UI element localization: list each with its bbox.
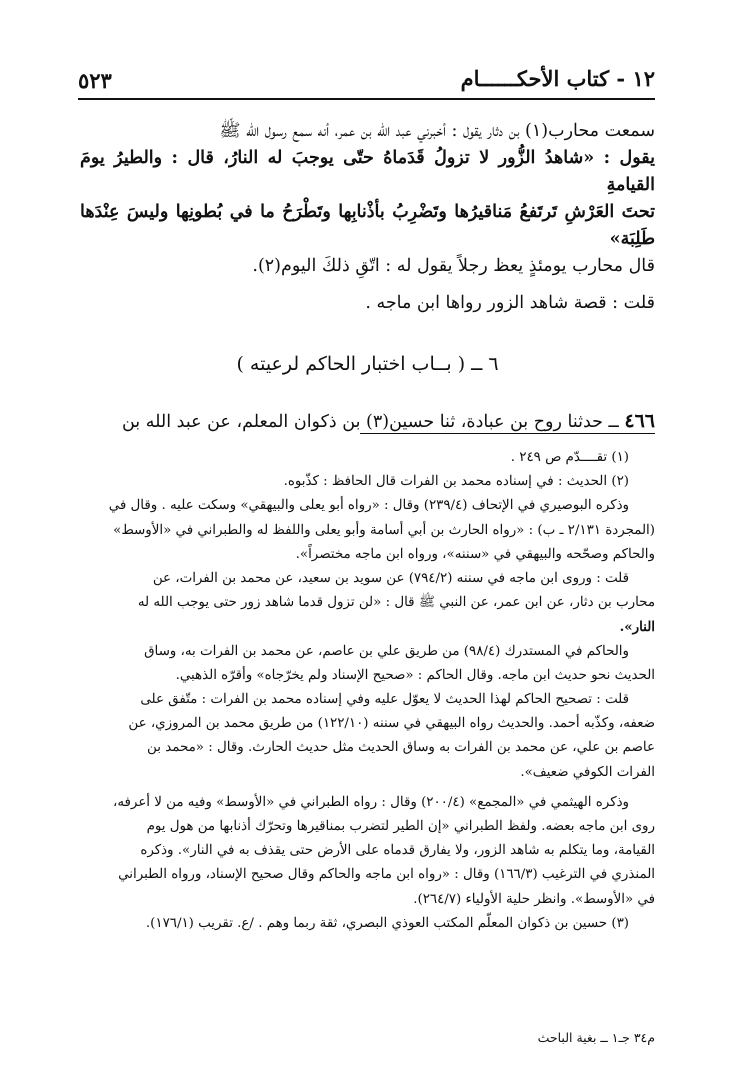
page-number: ٥٢٣: [78, 68, 112, 93]
footnote-line: (١) تقــــدّم ص ٢٤٩ .: [510, 450, 629, 465]
footnote-line: محارب بن دثار، عن ابن عمر، عن النبي ﷺ قال : «لن تزول قدما شاهد زور حتى يوجب الله له: [137, 595, 655, 611]
footnote-line: ضعفه، وكذّبه أحمد. والحديث رواه البيهقي في سننه (١٢٢/١٠) من طريق محمد بن المروزي، عن: [128, 716, 655, 732]
footnote-separator: [360, 433, 655, 434]
hadith-text: ــ حدثنا روح بن عبادة، ثنا حسين(٣) بن ذكوان المعلم، عن عبد الله بن: [121, 412, 619, 432]
footnote-line: (٢) الحديث : في إسناده محمد بن الفرات قال الحافظ : كذّبوه.: [283, 474, 629, 490]
main-line: قال محارب يومئذٍ يعظ رجلاً يقول له : اتّقِ ذلكَ اليوم(٢).: [252, 256, 655, 276]
footnote-line: قلت : تصحيح الحاكم لهذا الحديث لا يعوّل عليه وفي إسناده محمد بن الفرات : متّفق على: [140, 692, 629, 708]
hadith-line: [80, 408, 655, 436]
running-header: [78, 66, 655, 96]
footnote-line: والحاكم وصحّحه والبيهقي في «سننه»، ورواه ابن ماجه مختصراً».: [295, 546, 655, 562]
footnote-line: النار».: [619, 619, 655, 636]
footnote-line: القيامة، وما يتكلم به شاهد الزور، ولا يفارق قدماه على الأرض حتى يقذف به في النار». وذكره: [140, 843, 655, 859]
main-text: [80, 118, 655, 436]
header-rule: [78, 98, 655, 100]
main-line: يقول : «شاهدُ الزُّور لا تزولُ قَدَماهُ حتّى يوجبَ له النارُ، قال : والطيرُ يومَ القيامةِ: [80, 148, 655, 195]
footnote-line: الحديث نحو حديث ابن ماجه. وقال الحاكم : «صحيح الإسناد ولم يخرّجاه» وأقرّه الذهبي.: [175, 667, 655, 683]
footnote-line: والحاكم في المستدرك (٩٨/٤) من طريق علي بن عاصم، عن محمد بن الفرات به، وساق: [144, 643, 629, 659]
footnotes: [80, 446, 655, 936]
hadith-number: ٤٦٦: [624, 410, 655, 432]
footnote-line: الفرات الكوفي ضعيف».: [520, 764, 655, 780]
footnote-line: وذكره البوصيري في الإتحاف (٢٣٩/٤) وقال : «رواه أبو يعلى والبيهقي» وسكت عليه . وقال في: [108, 498, 629, 514]
footnote-line: في «الأوسط». وانظر حلية الأولياء (٢٦٤/٧).: [413, 891, 655, 907]
footnote-line: عاصم بن علي، عن محمد بن الفرات به وساق الحديث مثل حديث الحارث. وقال : «محمد بن: [147, 740, 655, 756]
chapter-title: ١٢ - كتاب الأحكــــــام: [460, 66, 655, 91]
footnote-line: المنذري في الترغيب (١٦٦/٣) وقال : «رواه ابن ماجه والحاكم وقال صحيح الإسناد، ورواه الطبراني: [118, 867, 655, 883]
footnote-line: (٣) حسين بن ذكوان المعلّم المكتب العوذي البصري، ثقة ربما وهم . /ع. تقريب (١٧٦/١).: [145, 915, 629, 931]
footnote-line: روى ابن ماجه بعضه. ولفظ الطبراني «إن الطير لتضرب بمناقيرها وتحرّك أذنابها من هول يوم: [146, 819, 655, 835]
main-line: قلت : قصة شاهد الزور رواها ابن ماجه .: [365, 293, 655, 313]
footnote-line: قلت : وروى ابن ماجه في سننه (٧٩٤/٢) عن سويد بن سعيد، عن محمد بن الفرات، عن: [152, 571, 629, 587]
main-line: تحتَ العَرْشِ تَرتَفعُ مَناقيرُها وتَضْرِبُ بأذْنابِها وتَطْرَحُ ما في بُطونِها وليسَ عِنْدَها طَلِبَة»: [80, 202, 655, 249]
main-line: سمعت محارب(١) بن دثار يقول : أخبرني عبد الله بن عمر، أنه سمع رسول الله ﷺ: [219, 121, 655, 141]
signature-footer: م٣٤ جـ١ ــ بغية الباحث: [537, 1030, 655, 1045]
spacer: [80, 280, 655, 290]
chapter-heading: ٦ ــ ( بــاب اختبار الحاكم لرعيته ): [236, 353, 499, 375]
footnote-line: وذكره الهيثمي في «المجمع» (٢٠٠/٤) وقال : رواه الطبراني في «الأوسط» وفيه من لا أعرفه،: [113, 794, 629, 810]
footnote-line: (المجردة ٢/١٣١ ـ ب) : «رواه الحارث بن أبي أسامة وأبو يعلى واللفظ له والطبراني في «الأوسط»: [113, 522, 655, 538]
